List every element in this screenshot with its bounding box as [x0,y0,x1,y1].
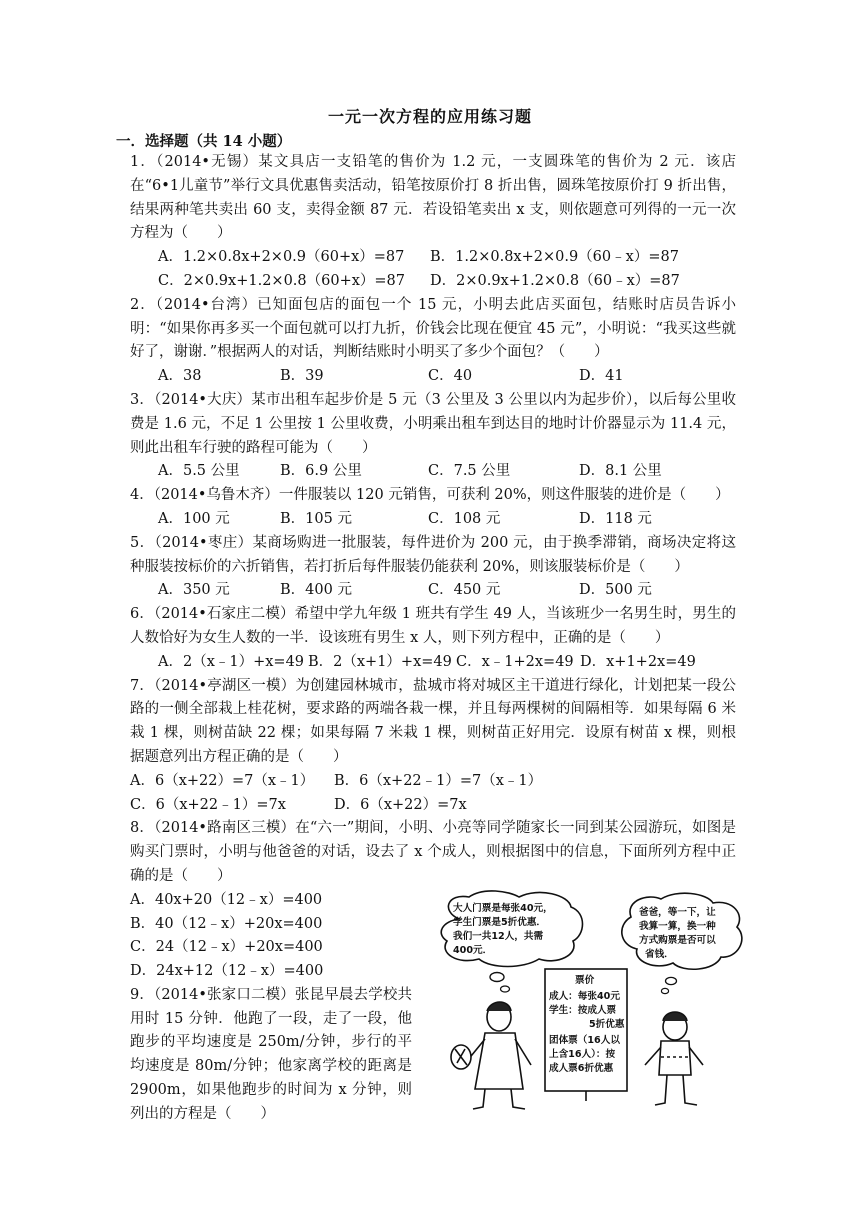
option-c: C．108 元 [428,510,501,527]
section-heading: 一．选择题（共 14 小题） [116,133,292,150]
price-board-heading: 票价 [575,975,595,987]
question-8-options [130,889,412,984]
adult-bubble-line-1: 大人门票是每张40元， [453,903,553,915]
price-board-line-3: 5折优惠 [589,1019,625,1031]
option-c: C．6（x+22﹣1）=7x [130,796,286,813]
option-d: D．500 元 [579,582,652,599]
price-board-line-6: 成人票6折优惠 [549,1063,614,1075]
question-9: 9．（2014•张家口二模）张昆早晨去学校共用时 15 分钟．他跑了一段，走了一段，他跑步的平均速度是 250m/分钟，步行的平均速度是 80m/分钟；他家离学校的距离是 2900m，如果他跑步的时间为 x 分钟，则列出的方程是（ ） [130,986,412,1122]
question-5-options [130,579,736,603]
option-c: C．x﹣1+2x=49 [456,653,574,670]
option-a: A．5.5 公里 [158,463,240,480]
option-b: B．105 元 [280,510,352,527]
option-c: C．2×0.9x+1.2×0.8（60+x）=87 [158,272,406,289]
question-7: 7．（2014•亭湖区一模）为创建园林城市，盐城市将对城区主干道进行绿化，计划把某一段公路的一侧全部栽上桂花树，要求路的两端各栽一棵，并且每两棵树的间隔相等．如果每隔 6 米栽 1 棵，则树苗缺 22 棵；如果每隔 7 米栽 1 棵，则树苗正好用完．设原有树苗 x 棵，则根据题意列出方程正确的是（ ） [130,677,736,765]
option-a: A．40x+20（12﹣x）=400 [130,891,323,908]
price-board-line-1: 成人：每张40元 [549,991,620,1003]
question-2: 2．（2014•台湾）已知面包店的面包一个 15 元，小明去此店买面包，结账时店员告诉小明：“如果你再多买一个面包就可以打九折，价钱会比现在便宜 45 元”，小明说：“我买这些就好了，谢谢．”根据两人的对话，判断结账时小明买了多少个面包？（ ） [130,296,736,361]
option-d: D．6（x+22）=7x [334,796,467,813]
option-b: B．6.9 公里 [280,463,362,480]
option-a: A．38 [158,368,202,385]
question-2-options [130,365,736,389]
option-d: D．41 [579,368,624,385]
question-4-options [130,508,736,532]
option-d: D．8.1 公里 [579,463,662,480]
adult-bubble-line-3: 我们一共12人，共需 [453,931,544,943]
option-c: C．7.5 公里 [428,463,511,480]
option-c: C．40 [428,368,473,385]
child-bubble-line-3: 方式购票是否可以 [639,935,716,947]
option-a: A．100 元 [158,510,230,527]
price-board-line-4: 团体票（16人以 [549,1035,620,1047]
document-title: 一元一次方程的应用练习题 [327,107,532,126]
question-4: 4．（2014•乌鲁木齐）一件服装以 120 元销售，可获利 20%，则这件服装的进价是（ ） [130,487,730,504]
father-illustration [451,1002,531,1109]
option-d: D．x+1+2x=49 [580,653,696,670]
adult-bubble-line-2: 学生门票是5折优惠． [453,917,547,929]
option-b: B．39 [280,368,324,385]
option-d: D．118 元 [579,510,652,527]
question-6-options [130,651,736,675]
question-1-options [130,246,736,294]
question-5: 5．（2014•枣庄）某商场购进一批服装，每件进价为 200 元，由于换季滞销，商场决定将这种服装按标价的六折销售，若打折后每件服装仍能获利 20%，则该服装标价是（ ） [130,534,736,575]
option-a: A．350 元 [158,582,230,599]
option-c: C．450 元 [428,582,501,599]
child-speech-bubble [622,894,742,994]
child-bubble-line-2: 我算一算，换一种 [639,921,716,933]
question-8-block [130,817,736,1126]
question-3-options [130,460,736,484]
question-6: 6．（2014•石家庄二模）希望中学九年级 1 班共有学生 49 人，当该班少一名男生时，男生的人数恰好为女生人数的一半．设该班有男生 x 人，则下列方程中，正确的是（ ） [130,606,736,646]
option-a: A．2（x﹣1）+x=49 [158,653,305,670]
option-b: B．1.2×0.8x+2×0.9（60﹣x）=87 [430,249,679,266]
ticket-dialogue-figure [439,889,747,1111]
price-board-line-5: 上含16人）：按 [549,1049,616,1061]
question-8: 8．（2014•路南区三模）在“六一”期间，小明、小亮等同学随家长一同到某公园游玩，如图是购买门票时，小明与他爸爸的对话，设去了 x 个成人，则根据图中的信息，下面所列方程中正确的是（ ） [130,820,736,884]
option-a: A．1.2×0.8x+2×0.9（60+x）=87 [158,249,405,266]
adult-bubble-line-4: 400元． [453,945,493,957]
question-8-left-column [130,889,412,1127]
question-list [130,151,736,1127]
child-illustration [645,1012,703,1105]
option-a: A．6（x+22）=7（x﹣1） [130,772,315,789]
price-board [545,969,627,1101]
option-c: C．24（12﹣x）+20x=400 [130,939,323,956]
option-b: B．40（12﹣x）+20x=400 [130,915,323,932]
question-7-options [130,770,736,818]
option-b: B．2（x+1）+x=49 [308,653,452,670]
child-bubble-line-1: 爸爸，等一下，让 [639,907,716,919]
option-d: D．24x+12（12﹣x）=400 [130,963,324,980]
question-3: 3．（2014•大庆）某市出租车起步价是 5 元（3 公里及 3 公里以内为起步价），以后每公里收费是 1.6 元，不足 1 公里按 1 公里收费，小明乘出租车到达目的地时计价器显示为 11.4 元，则此出租车行驶的路程可能为（ ） [130,391,736,456]
option-d: D．2×0.9x+1.2×0.8（60﹣x）=87 [430,272,680,289]
option-b: B．6（x+22﹣1）=7（x﹣1） [334,772,543,789]
child-bubble-line-4: 省钱． [645,949,674,961]
option-b: B．400 元 [280,582,352,599]
question-1: 1．（2014•无锡）某文具店一支铅笔的售价为 1.2 元，一支圆珠笔的售价为 2 元．该店在“6•1儿童节”举行文具优惠售卖活动，铅笔按原价打 8 折出售，圆珠笔按原价打 9 折出售，结果两种笔共卖出 60 支，卖得金额 87 元．若设铅笔卖出 x 支，则依题意可列得的一元一次方程为（ ） [130,154,736,242]
price-board-line-2: 学生：按成人票 [549,1005,617,1017]
